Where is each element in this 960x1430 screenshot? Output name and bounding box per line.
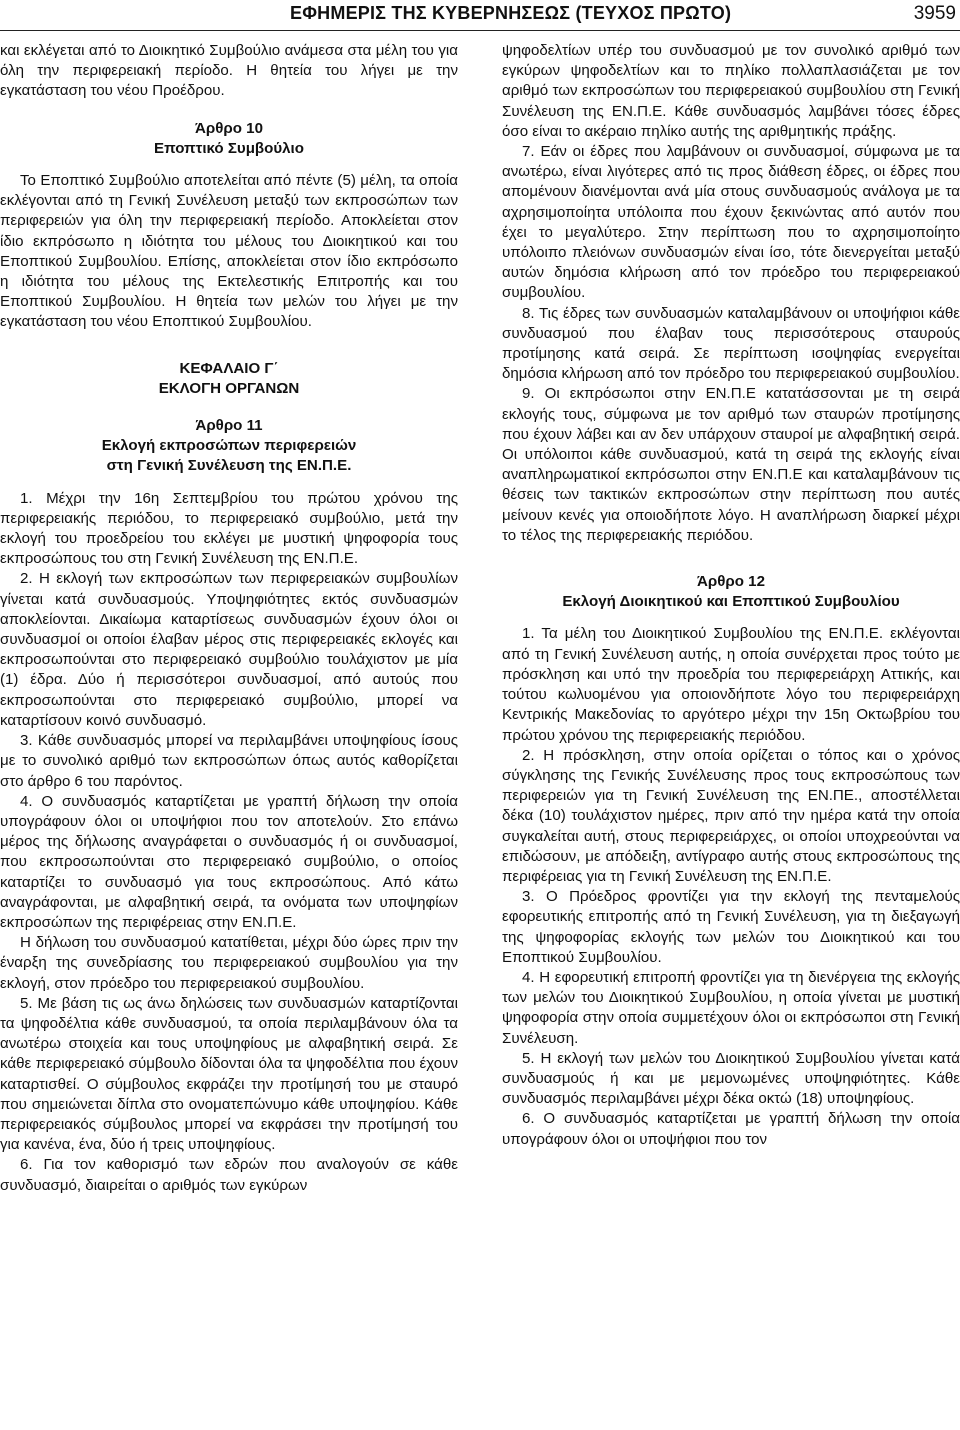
continuation-paragraph: ψηφοδελτίων υπέρ του συνδυασμού με τον συνολικό αριθμό των εγκύρων ψηφοδελτίων και το πηλίκο πολλαπλασιάζεται με τον αριθμό των εκπροσώπων του περιφερειακού συμβουλίου στη Γενική Συνέλευση της ΕΝ.Π.Ε. Κάθε συνδυασμός λαμβάνει τόσες έδρες όσο είναι το ακέραιο πηλίκο αυτής της αριθμητικής πράξης. [502, 42, 960, 140]
article-11-paragraph-5: 5. Με βάση τις ως άνω δηλώσεις των συνδυασμών καταρτίζονται τα ψηφοδέλτια κάθε συνδυασμού, τα οποία περιλαμβάνουν όλα τα ανωτέρω στοιχεία και τους υποψηφίους με αλφαβητική σειρά. Σε κάθε περιφερειακό σύμβουλο δίδονται όλα τα ψηφοδέλτια που έχουν καταρτισθεί. Ο σύμβουλος εκφράζει την προτίμησή του με σταυρό που σημειώνεται δίπλα στο ονοματεπώνυμο κάθε υποψηφίου. Κάθε περιφερειακός σύμβουλος μπορεί να εκφράσει την προτίμησή του για κανένα, ένα, δύο ή τρεις υποψηφίους. [0, 994, 458, 1154]
gazette-title: ΕΦΗΜΕΡΙΣ ΤΗΣ ΚΥΒΕΡΝΗΣΕΩΣ (ΤΕΥΧΟΣ ΠΡΩΤΟ) [290, 3, 732, 23]
page-number: 3959 [913, 3, 956, 24]
article-11-paragraph-1: 1. Μέχρι την 16η Σεπτεμβρίου του πρώτου χρόνου της περιφερειακής περιόδου, το περιφερειακό συμβούλιο, μετά την εκλογή του προεδρείου του εκλέγει με μυστική ψηφοφορία τους εκπροσώπους του στη Γενική Συνέλευση της ΕΝ.Π.Ε. [0, 489, 458, 568]
chapter-title: ΕΚΛΟΓΗ ΟΡΓΑΝΩΝ [158, 379, 300, 397]
article-11-heading: Άρθρο 11 [195, 417, 263, 435]
article-11-paragraph-4: 4. Ο συνδυασμός καταρτίζεται με γραπτή δήλωση την οποία υπογράφουν όλοι οι υποψήφιοι που τον αποτελούν. Στο επάνω μέρος της δήλωσης αναγράφεται ο συνδυασμός ή οι συνδυασμοί, που εκπροσωπούνται στο περιφερειακό συμβούλιο, ο οποίος καταρτίζει το συνδυασμό για τους εκπροσώπους. Από κάτω αναγράφονται, με αλφαβητική σειρά, τα ονόματα των υποψηφίων εκπροσώπων της περιφέρειας στην ΕΝ.Π.Ε. [0, 792, 458, 931]
article-11-paragraph-8: 8. Τις έδρες των συνδυασμών καταλαμβάνουν οι υποψήφιοι κάθε συνδυασμού που έλαβαν τους περισσότερους σταυρούς προτίμησης κατά σειρά. Σε περίπτωση ισοψηφίας ενεργείται δημόσια κλήρωση από τον πρόεδρο του περιφερειακού συμβουλίου. [502, 304, 960, 383]
article-12-paragraph-5: 5. Η εκλογή των μελών του Διοικητικού Συμβουλίου γίνεται κατά συνδυασμούς ή και με μεμονωμένες υποψηφιότητες. Κάθε συνδυασμός περιλαμβάνει μέχρι δέκα οκτώ (18) υποψηφίους. [502, 1049, 960, 1108]
article-10-title: Εποπτικό Συμβούλιο [154, 139, 304, 157]
article-11-paragraph-6: 6. Για τον καθορισμό των εδρών που αναλογούν σε κάθε συνδυασμό, διαιρείται ο αριθμός των εγκύρων [0, 1156, 458, 1194]
article-11-paragraph-3: 3. Κάθε συνδυασμός μπορεί να περιλαμβάνει υποψηφίους ίσους με το συνολικό αριθμό των εκπροσώπων όπως αυτός καθορίζεται στο άρθρο 6 του παρόντος. [0, 732, 458, 790]
article-12-paragraph-3: 3. Ο Πρόεδρος φροντίζει για την εκλογή της πενταμελούς εφορευτικής επιτροπής από τη Γενική Συνέλευση, για τη διεξαγωγή της ψηφοφορίας εκλογής των μελών του Διοικητικού και του Εποπτικού Συμβουλίου. [502, 888, 960, 966]
article-12-paragraph-4: 4. Η εφορευτική επιτροπή φροντίζει για τη διενέργεια της εκλογής των μελών του Διοικητικού Συμβουλίου, η οποία γίνεται με μυστική ψηφοφορία στην οποία συμμετέχουν όλοι οι εκπρόσωποι στη Γενική Συνέλευση. [502, 968, 960, 1047]
article-10-body: Το Εποπτικό Συμβούλιο αποτελείται από πέντε (5) μέλη, τα οποία εκλέγονται από τη Γενική Συνέλευση μεταξύ των εκπροσώπων των περιφερειών για όλη την περιφερειακή περίοδο. Αποκλείεται στον ίδιο εκπρόσωπο η ιδιότητα του μέλους του Διοικητικού και του Εποπτικού Συμβουλίου. Επίσης, αποκλείεται στον ίδιο εκπρόσωπο η ιδιότητα του μέλους της Εκτελεστικής Επιτροπής και του Εποπτικού Συμβουλίου. Η θητεία των μελών του λήγει με την εγκατάσταση του νέου Εποπτικού Συμβουλίου. [0, 172, 458, 331]
gazette-header [0, 0, 960, 31]
article-11-title-line-1: Εκλογή εκπροσώπων περιφερειών [101, 437, 357, 455]
article-11-paragraph-9: 9. Οι εκπρόσωποι στην ΕΝ.Π.Ε κατατάσσονται με τη σειρά εκλογής τους, σύμφωνα με τον αριθμό των σταυρών προτίμησης που έχουν λάβει και αν δεν υπάρχουν σταυροί με αλφαβητική σειρά. Οι υπόλοιποι κάθε συνδυασμού, κατά τη σειρά της εκλογής είναι αναπληρωματικοί εκπρόσωποι στην ΕΝ.Π.Ε και καταλαμβάνουν τις θέσεις των τακτικών εκπροσώπων στην περίπτωση που αυτές μείνουν κενές για οποιοδήποτε λόγο. Η αναπλήρωση διαρκεί μέχρι το τέλος της περιφερειακής περιόδου. [502, 385, 960, 544]
left-column [0, 41, 458, 1196]
chapter-label: ΚΕΦΑΛΑΙΟ Γ΄ [179, 359, 279, 377]
article-12-title: Εκλογή Διοικητικού και Εποπτικού Συμβουλίου [562, 593, 900, 611]
article-11-paragraph-7: 7. Εάν οι έδρες που λαμβάνουν οι συνδυασμοί, σύμφωνα με τα ανωτέρω, είναι λιγότερες από τις προς διάθεση έδρες, οι έδρες που απομένουν διανέμονται ανά μία στους συνδυασμούς ανάλογα με τα αχρησιμοποίητα υπόλοιπα που έχουν ξεκινώντας από αυτόν που έχει το μεγαλύτερο. Στην περίπτωση που το αχρησιμοποίητο υπόλοιπο πλειόνων συνδυασμών είναι ίσο, τότε διενεργείται μεταξύ αυτών δημόσια κλήρωση από τον πρόεδρο του περιφερειακού συμβουλίου. [502, 143, 960, 302]
article-12-paragraph-6: 6. Ο συνδυασμός καταρτίζεται με γραπτή δήλωση την οποία υπογράφουν όλοι οι υποψήφιοι που τον [502, 1110, 960, 1148]
right-column [502, 41, 960, 1150]
article-11-paragraph-2: 2. Η εκλογή των εκπροσώπων των περιφερειακών συμβουλίων γίνεται κατά συνδυασμούς. Υποψηφιότητες εκτός συνδυασμών αποκλείονται. Δικαίωμα καταρτίσεως συνδυασμών έχουν όλοι οι συνδυασμοί οι οποίοι έλαβαν μέρος στις περιφερειακές εκλογές και εκπροσωπούνται στο περιφερειακό συμβούλιο τουλάχιστον με μία (1) έδρα. Δύο ή περισσότεροι συνδυασμοί, από αυτούς που εκπροσωπούνται στο περιφερειακό συμβούλιο, μπορεί να καταρτίσουν κοινό συνδυασμό. [0, 570, 458, 729]
article-12-paragraph-2: 2. Η πρόσκληση, στην οποία ορίζεται ο τόπος και ο χρόνος σύγκλησης της Γενικής Συνέλευσης προς τους εκπροσώπους των περιφερειών για τη Γενική Συνέλευση της ΕΝ.ΠΕ., αποστέλλεται δέκα (10) τουλάχιστον ημέρες, πριν από την ημέρα κατά την οποία συγκαλείται αυτή, στους περιφερειάρχες, οι οποίοι υποχρεούνται να επιδώσουν, με απόδειξη, αντίγραφο αυτής στους εκπροσώπους της περιφέρειας για τη Γενική Συνέλευση της ΕΝ.Π.Ε. [502, 746, 960, 885]
article-10-heading: Άρθρο 10 [195, 119, 263, 137]
article-11-paragraph-4b: Η δήλωση του συνδυασμού κατατίθεται, μέχρι δύο ώρες πριν την έναρξη της συνεδρίασης του περιφερειακού συμβουλίου για την εκλογή, στον πρόεδρο του περιφερειακού συμβουλίου. [0, 934, 458, 992]
article-12-paragraph-1: 1. Τα μέλη του Διοικητικού Συμβουλίου της ΕΝ.Π.Ε. εκλέγονται από τη Γενική Συνέλευση αυτής, η οποία συνέρχεται προς τούτο με πρόσκληση και υπό την προεδρία του περιφερειάρχη Αττικής, και τούτου κωλυομένου για οποιονδήποτε λόγο του περιφερειάρχη Κεντρικής Μακεδονίας το αργότερο μέχρι την 15η Οκτωβρίου του πρώτου χρόνου της περιφερειακής περιόδου. [502, 625, 960, 744]
article-11-title-line-2: στη Γενική Συνέλευση της ΕΝ.Π.Ε. [106, 457, 352, 475]
intro-paragraph: και εκλέγεται από το Διοικητικό Συμβούλιο ανάμεσα στα μέλη του για όλη την περιφερειακή περίοδο. Η θητεία του λήγει με την εγκατάσταση του νέου Προέδρου. [0, 42, 458, 100]
article-12-heading: Άρθρο 12 [697, 573, 765, 591]
